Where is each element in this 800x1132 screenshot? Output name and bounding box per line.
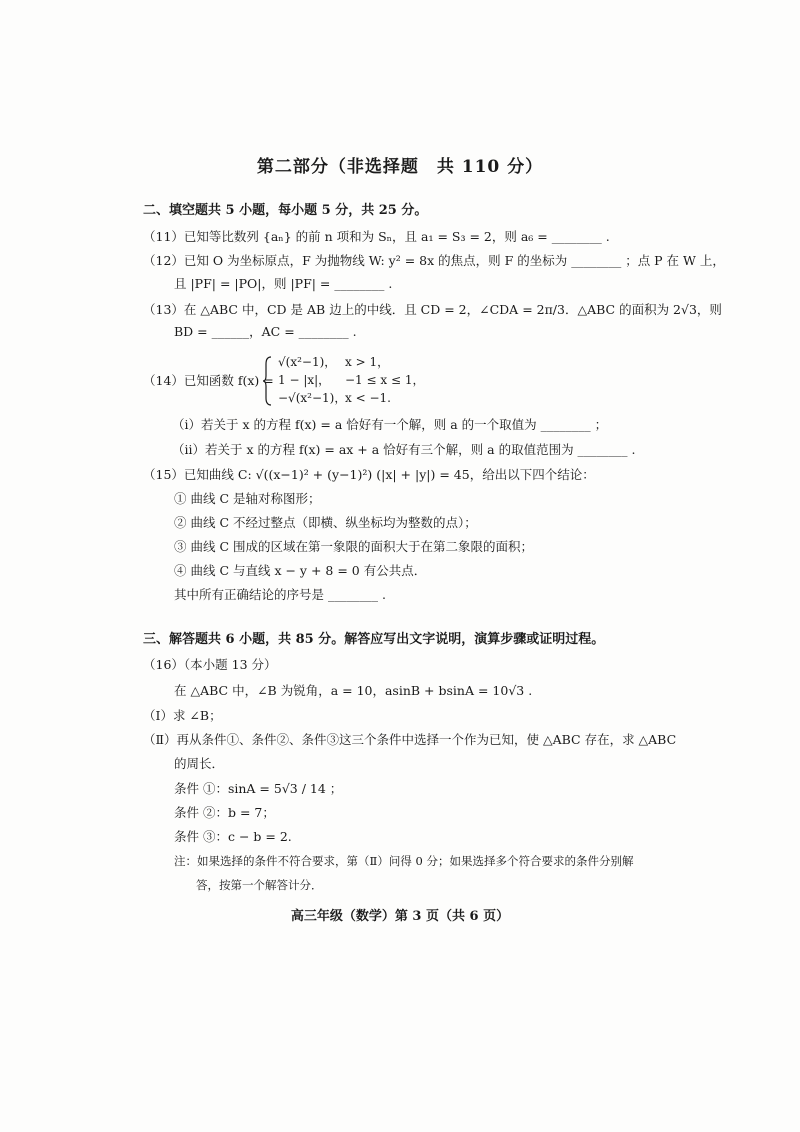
condition-1: 条件 ①：sinA = 5√3 / 14 ； (174, 781, 343, 796)
case1-expr: √(x²−1)， (278, 355, 337, 369)
question-15-conclusion-2: ② 曲线 C 不经过整点（即横、纵坐标均为整数的点）； (174, 515, 477, 530)
case3-expr: −√(x²−1)， (278, 391, 347, 405)
case2-cond: −1 ≤ x ≤ 1， (345, 373, 425, 387)
question-14-stem: （14）已知函数 f(x) = (143, 373, 274, 388)
condition-2: 条件 ②：b = 7； (174, 805, 275, 820)
question-15-conclusion-4: ④ 曲线 C 与直线 x − y + 8 = 0 有公共点． (174, 563, 427, 578)
page-footer: 高三年级（数学）第 3 页（共 6 页） (290, 909, 510, 924)
question-12-line1: （12）已知 O 为坐标原点，F 为抛物线 W: y² = 8x 的焦点，则 F 的坐标为 ________ ；点 P 在 W 上， (143, 253, 725, 268)
section3-header: 三、解答题共 6 小题，共 85 分。解答应写出文字说明，演算步骤或证明过程。 (143, 632, 605, 647)
question-16-head: （16）（本小题 13 分） (143, 657, 277, 672)
question-13-line1: （13）在 △ABC 中，CD 是 AB 边上的中线．且 CD = 2，∠CDA = 2π/3．△ABC 的面积为 2√3，则 (143, 302, 722, 317)
piecewise-brace (262, 356, 272, 406)
section2-header: 二、填空题共 5 小题，每小题 5 分，共 25 分。 (143, 203, 428, 218)
question-15-stem: （15）已知曲线 C: √((x−1)² + (y−1)²) (|x| + |y|) = 45，给出以下四个结论： (143, 467, 595, 482)
question-16-part-1: （Ⅰ）求 ∠B； (143, 708, 222, 723)
question-14-part-i: （i）若关于 x 的方程 f(x) = a 恰好有一个解，则 a 的一个取值为 ________ ； (172, 417, 608, 432)
question-15-conclusion-3: ③ 曲线 C 围成的区域在第一象限的面积大于在第二象限的面积； (174, 539, 533, 554)
question-16-part-2-line2: 的周长． (174, 756, 225, 771)
question-16-stem: 在 △ABC 中，∠B 为锐角，a = 10，asinB + bsinA = 10√3 . (174, 683, 533, 698)
condition-3: 条件 ③：c − b = 2. (174, 829, 292, 844)
note-line1: 注：如果选择的条件不符合要求，第（Ⅱ）问得 0 分；如果选择多个符合要求的条件分别解 (174, 854, 634, 868)
question-15-conclusion-1: ① 曲线 C 是轴对称图形； (174, 491, 321, 506)
case1-cond: x > 1， (345, 355, 390, 369)
question-12-line2: 且 |PF| = |PO|，则 |PF| = ________ . (174, 276, 393, 291)
note-line2: 答，按第一个解答计分． (196, 878, 323, 892)
case2-expr: 1 − |x|， (278, 373, 331, 387)
question-15-ask: 其中所有正确结论的序号是 ________ . (174, 587, 386, 602)
question-11: （11）已知等比数列 {aₙ} 的前 n 项和为 Sₙ，且 a₁ = S₃ = 2，则 a₆ = ________ . (143, 229, 610, 244)
part-title: 第二部分（非选择题 共 110 分） (256, 157, 544, 177)
question-16-part-2-line1: （Ⅱ）再从条件①、条件②、条件③这三个条件中选择一个作为已知，使 △ABC 存在，求 △ABC (143, 732, 677, 747)
question-13-line2: BD = ______，AC = ________ . (174, 324, 357, 339)
question-14-part-ii: （ii）若关于 x 的方程 f(x) = ax + a 恰好有三个解，则 a 的取值范围为 ________ . (172, 442, 636, 457)
case3-cond: x < −1. (345, 391, 391, 405)
